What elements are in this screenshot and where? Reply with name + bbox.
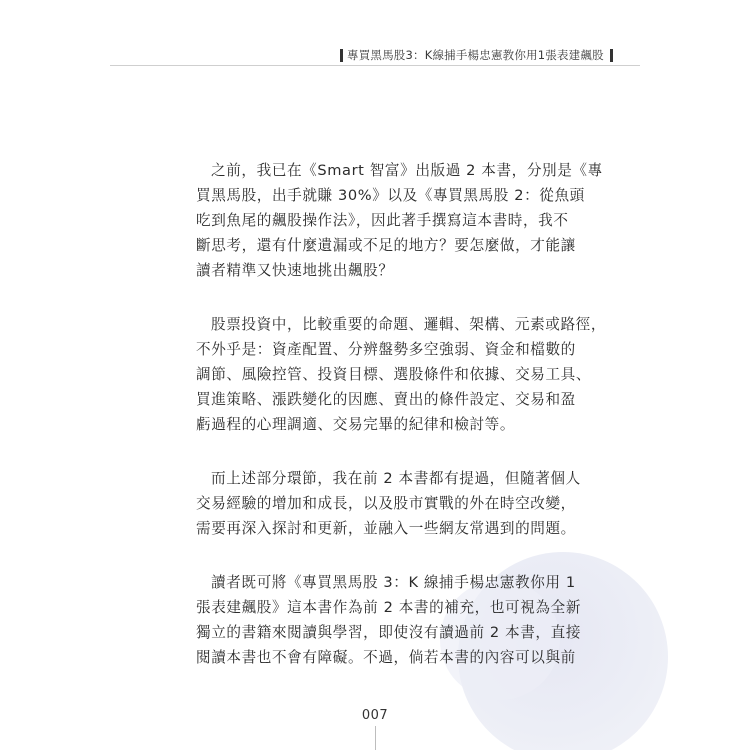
text-line: 閱讀本書也不會有障礙。不過，倘若本書的內容可以與前: [196, 649, 576, 666]
header-rule: [110, 65, 640, 66]
text-line: 股票投資中，比較重要的命題、邏輯、架構、元素或路徑，: [211, 316, 607, 333]
text-line: 獨立的書籍來閱讀與學習，即使沒有讀過前 2 本書，直接: [196, 624, 582, 641]
text-line: 不外乎是：資產配置、分辨盤勢多空強弱、資金和檔數的: [196, 341, 576, 358]
header-bar-right: [610, 49, 613, 62]
running-title: 專買黑馬股3：K線捕手楊忠憲教你用1張表建飆股: [347, 48, 604, 62]
text-line: 虧過程的心理調適、交易完畢的紀律和檢討等。: [196, 416, 516, 433]
paragraph-1: [196, 158, 603, 283]
body-text: [196, 158, 607, 670]
text-line: 調節、風險控管、投資目標、選股條件和依據、交易工具、: [196, 366, 592, 383]
running-header: [340, 47, 636, 63]
page-number: 007: [361, 708, 389, 723]
paragraph-2: [196, 312, 607, 437]
text-line: 讀者精準又快速地挑出飆股？: [196, 262, 394, 279]
text-line: 之前，我已在《Smart 智富》出版過 2 本書，分別是《專: [211, 162, 603, 179]
footer-rule: [375, 726, 376, 750]
text-line: 交易經驗的增加和成長，以及股市實戰的外在時空改變，: [196, 495, 576, 512]
text-line: 讀者既可將《專買黑馬股 3：K 線捕手楊忠憲教你用 1: [211, 574, 576, 591]
text-line: 張表建飆股》這本書作為前 2 本書的補充，也可視為全新: [196, 599, 582, 616]
text-line: 需要再深入探討和更新，並融入一些網友常遇到的問題。: [196, 520, 576, 537]
paragraph-3: [196, 466, 581, 541]
header-bar-left: [340, 49, 343, 62]
text-line: 而上述部分環節，我在前 2 本書都有提過，但隨著個人: [211, 470, 581, 487]
text-line: 斷思考，還有什麼遺漏或不足的地方？要怎麼做，才能讓: [196, 237, 576, 254]
text-line: 買黑馬股，出手就賺 30%》以及《專買黑馬股 2：從魚頭: [196, 187, 585, 204]
paragraph-4: [196, 570, 582, 670]
text-line: 吃到魚尾的飆股操作法》，因此著手撰寫這本書時，我不: [196, 212, 569, 229]
text-line: 買進策略、漲跌變化的因應、賣出的條件設定、交易和盈: [196, 391, 576, 408]
